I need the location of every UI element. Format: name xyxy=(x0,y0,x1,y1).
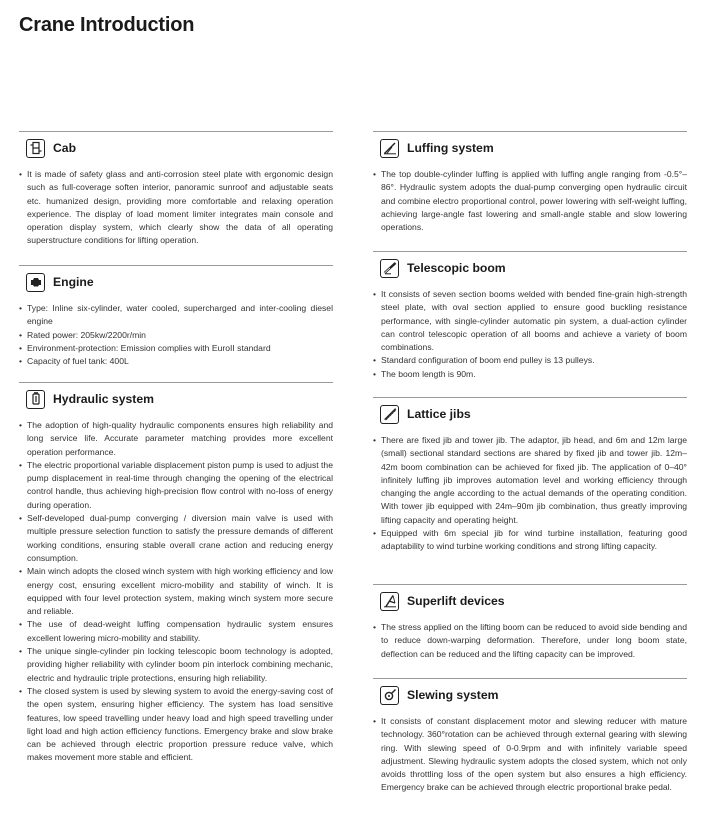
section-title: Telescopic boom xyxy=(407,261,506,275)
section-header xyxy=(373,401,687,427)
item-list xyxy=(19,168,333,248)
list-item: • Standard configuration of boom end pulley is 13 pulleys. xyxy=(373,354,687,367)
section-header xyxy=(19,269,333,295)
section-telescopic-boom xyxy=(373,251,687,397)
list-item: • Self-developed dual-pump converging / diversion main valve is used with multiple pressure selection function to satisfy the pressure demands of different working conditions, ensuring stable overall crane action and reducing energy consumption. xyxy=(19,512,333,565)
hydraulic-icon xyxy=(26,390,45,409)
list-item: • The boom length is 90m. xyxy=(373,368,687,381)
item-list xyxy=(373,434,687,554)
item-list xyxy=(373,715,687,795)
section-header xyxy=(19,135,333,161)
section-title: Luffing system xyxy=(407,141,494,155)
section-header xyxy=(373,682,687,708)
section-title: Cab xyxy=(53,141,77,155)
section-header xyxy=(19,386,333,412)
engine-icon xyxy=(26,273,45,292)
section-slewing xyxy=(373,678,687,795)
list-item: • The electric proportional variable displacement piston pump is used to adjust the pump displacement in real-time through changing the opening of the electrical control handle, thus achieving high-precision flow control with no-loss of energy during operation. xyxy=(19,459,333,512)
left-column xyxy=(19,131,333,765)
list-item: • Equipped with 6m special jib for wind turbine installation, featuring good adaptability to wind turbine working conditions and strong lifting capacity. xyxy=(373,527,687,554)
item-list xyxy=(19,302,333,368)
list-item: • Type: Inline six-cylinder, water cooled, supercharged and inter-cooling diesel engine xyxy=(19,302,333,329)
list-item: • It consists of constant displacement motor and slewing reducer with mature technology. 360°rotation can be achieved through external gearing with slewing ring. With slewing speed of 0-0.9rpm and with infinitely variable speed adjustment. Slewing hydraulic system adopts the closed system, which not only avoids throttling loss of the open system but also ensures a high efficiency. Emergency brake can be achieved through electric proportional brake pedal. xyxy=(373,715,687,795)
list-item: • The closed system is used by slewing system to avoid the energy-saving cost of the open system, ensuring higher efficiency. The system has load sensitive features, low speed travelling under heavy load and high speed travelling under light load and high action efficiency functions. Emergency brake and slow brake can be achieved through electric proportion pressure reduce valve, which makes movement more stable and efficient. xyxy=(19,685,333,765)
list-item: • There are fixed jib and tower jib. The adaptor, jib head, and 6m and 12m large (small) sectional standard sections are shared by fixed jib and tower jib. 12m–42m boom combination can be achieved for fixed jib. The application of 0–40° infinitely luffing jib improves automation level and working efficiency through changing the angle according to the actual demands of the operating condition. With tower jib equipped with 24m–90m jib combination, thus greatly improving lifting capacity and operating height. xyxy=(373,434,687,527)
list-item: • The adoption of high-quality hydraulic components ensures high reliability and long service life. Accurate parameter matching provides more excellent operation performance. xyxy=(19,419,333,459)
list-item: • Capacity of fuel tank: 400L xyxy=(19,355,333,368)
cab-icon xyxy=(26,139,45,158)
list-item: • It consists of seven section booms welded with bended fine-grain high-strength steel plate, with oval section applied to ensure good buckling resistance performance, with single-cylinder automatic pin system, a dual-action cylinder can control telescopic operation of all booms and achieve a variety of boom combinations. xyxy=(373,288,687,354)
section-superlift xyxy=(373,584,687,678)
section-header xyxy=(373,588,687,614)
section-luffing xyxy=(373,131,687,251)
item-list xyxy=(373,288,687,381)
list-item: • Main winch adopts the closed winch system with high working efficiency and low energy cost, ensuring excellent micro-mobility and stability of winch. It is equipped with four level protection system, making winch system more secure and reliable. xyxy=(19,565,333,618)
section-engine xyxy=(19,265,333,382)
slewing-icon xyxy=(380,686,399,705)
page-title: Crane Introduction xyxy=(19,14,195,36)
section-header xyxy=(373,135,687,161)
list-item: • Rated power: 205kw/2200r/min xyxy=(19,329,333,342)
telescopic-boom-icon xyxy=(380,259,399,278)
superlift-icon xyxy=(380,592,399,611)
section-title: Hydraulic system xyxy=(53,392,154,406)
list-item: • The unique single-cylinder pin locking telescopic boom technology is adopted, providing higher reliability with cylinder boom pin interlock combining mechanic, electric and hydraulic triple protections, ensuring high reliability. xyxy=(19,645,333,685)
item-list xyxy=(19,419,333,765)
list-item: • The stress applied on the lifting boom can be reduced to avoid side bending and to reduce down-warping deformation. Therefore, under long boom state, deflection can be reduced and the lifting capacity can be improved. xyxy=(373,621,687,661)
list-item: • Environment-protection: Emission complies with EuroII standard xyxy=(19,342,333,355)
item-list xyxy=(373,168,687,234)
item-list xyxy=(373,621,687,661)
section-title: Superlift devices xyxy=(407,594,505,608)
luffing-icon xyxy=(380,139,399,158)
section-header xyxy=(373,255,687,281)
section-cab xyxy=(19,131,333,265)
list-item: • It is made of safety glass and anti-corrosion steel plate with ergonomic design such as full-coverage soften interior, panoramic sunroof and adjustable seats etc. humanized design, providing more comfortable and relaxing operation experience. The display of load moment limiter integrates main console and operation display system, which clearly show the data of all operating superstructure conditions for lifting operation. xyxy=(19,168,333,248)
section-hydraulic xyxy=(19,382,333,765)
lattice-jib-icon xyxy=(380,405,399,424)
section-title: Lattice jibs xyxy=(407,407,471,421)
section-lattice-jibs xyxy=(373,397,687,584)
right-column xyxy=(373,131,687,795)
section-title: Engine xyxy=(53,275,94,289)
list-item: • The use of dead-weight luffing compensation hydraulic system ensures excellent lowering micro-mobility and stability. xyxy=(19,618,333,645)
section-title: Slewing system xyxy=(407,688,499,702)
list-item: • The top double-cylinder luffing is applied with luffing angle ranging from -0.5°–86°. Hydraulic system adopts the dual-pump converging open hydraulic circuit and combine electro proportional control, power lowering with self-weight luffing, achieving large-angle fast lowering and small-angle stable and slow lowering operations. xyxy=(373,168,687,234)
